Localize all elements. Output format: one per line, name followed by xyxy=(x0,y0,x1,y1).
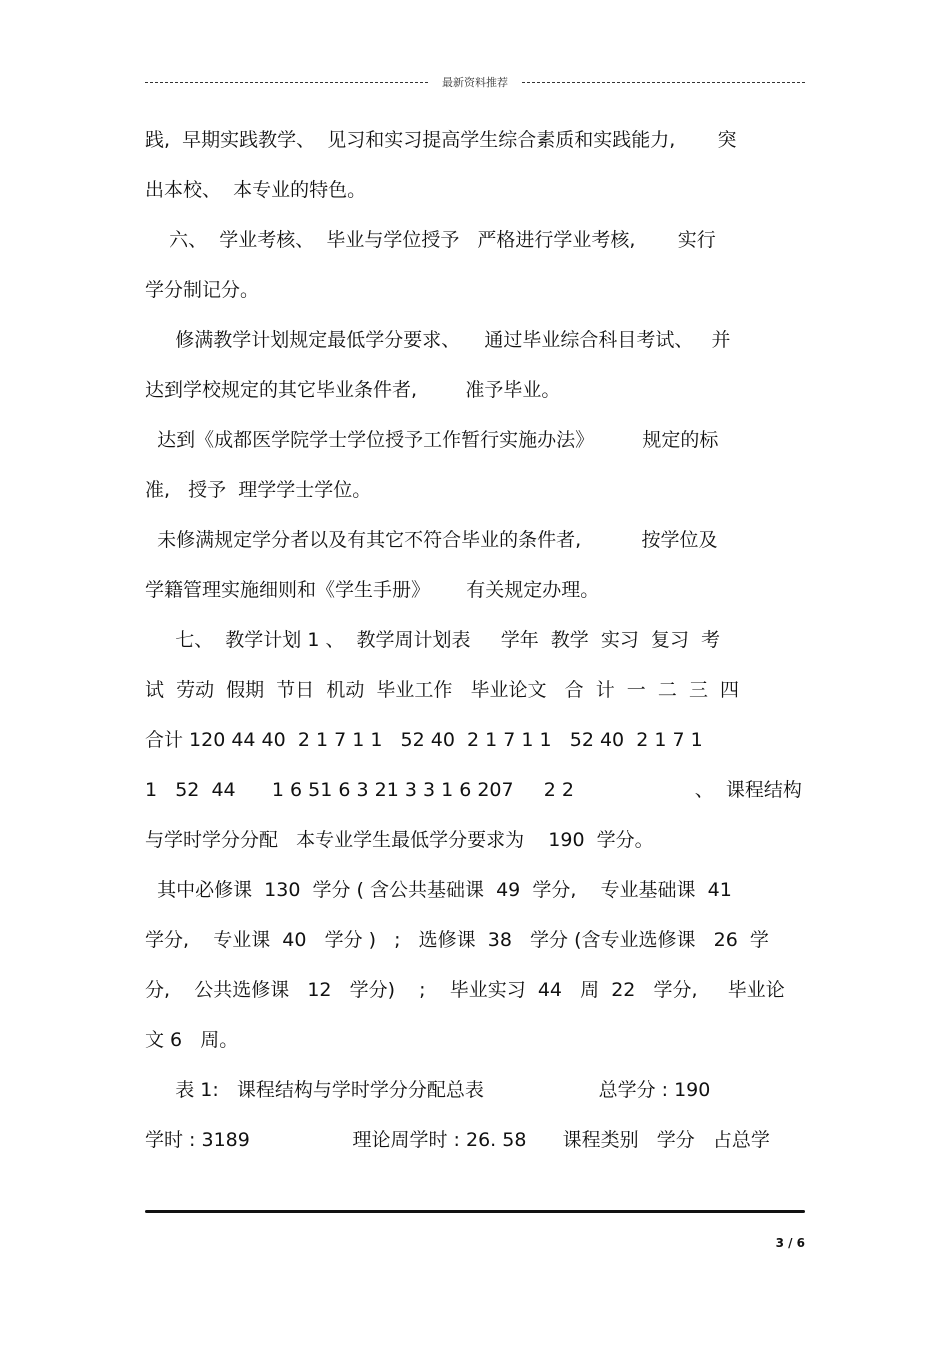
body-line: 学分制记分。 xyxy=(145,279,260,301)
body-line: 修满教学计划规定最低学分要求、 通过毕业综合科目考试、 并 xyxy=(145,329,731,351)
page-header xyxy=(145,72,805,92)
header-rule-right xyxy=(522,82,805,83)
body-line: 七、 教学计划 1 、 教学周计划表 学年 教学 实习 复习 考 xyxy=(145,629,721,651)
body-line: 准, 授予 理学学士学位。 xyxy=(145,479,372,501)
body-line: 文 6 周。 xyxy=(145,1029,239,1051)
body-line: 六、 学业考核、 毕业与学位授予 严格进行学业考核, 实行 xyxy=(145,229,716,251)
body-line: 学籍管理实施细则和《学生手册》 有关规定办理。 xyxy=(145,579,600,601)
body-line: 其中必修课 130 学分 ( 含公共基础课 49 学分, 专业基础课 41 xyxy=(145,879,732,901)
header-title: 最新资料推荐 xyxy=(442,76,508,89)
body-line: 未修满规定学分者以及有其它不符合毕业的条件者, 按学位及 xyxy=(145,529,718,551)
footer-rule xyxy=(145,1210,805,1213)
body-line: 出本校、 本专业的特色。 xyxy=(145,179,367,201)
header-rule-left xyxy=(145,82,428,83)
body-line: 试 劳动 假期 节日 机动 毕业工作 毕业论文 合 计 一 二 三 四 xyxy=(145,679,740,701)
body-line: 分, 公共选修课 12 学分) ; 毕业实习 44 周 22 学分, 毕业论 xyxy=(145,979,785,1001)
body-line: 达到学校规定的其它毕业条件者, 准予毕业。 xyxy=(145,379,561,401)
body-line: 与学时学分分配 本专业学生最低学分要求为 190 学分。 xyxy=(145,829,654,851)
body-line: 合计 120 44 40 2 1 7 1 1 52 40 2 1 7 1 1 52 40 2 1 7 1 xyxy=(145,729,703,751)
body-line: 学时 : 3189 理论周学时 : 26. 58 课程类别 学分 占总学 xyxy=(145,1129,770,1151)
body-line: 学分, 专业课 40 学分 ) ; 选修课 38 学分 (含专业选修课 26 学 xyxy=(145,929,769,951)
body-line: 达到《成都医学院学士学位授予工作暂行实施办法》 规定的标 xyxy=(145,429,719,451)
body-line: 1 52 44 1 6 51 6 3 21 3 3 1 6 207 2 2 、 课程结构 xyxy=(145,779,802,801)
body-line: 表 1: 课程结构与学时学分分配总表 总学分 : 190 xyxy=(145,1079,711,1101)
page-number: 3 / 6 xyxy=(775,1236,805,1250)
body-line: 践, 早期实践教学、 见习和实习提高学生综合素质和实践能力, 突 xyxy=(145,129,737,151)
